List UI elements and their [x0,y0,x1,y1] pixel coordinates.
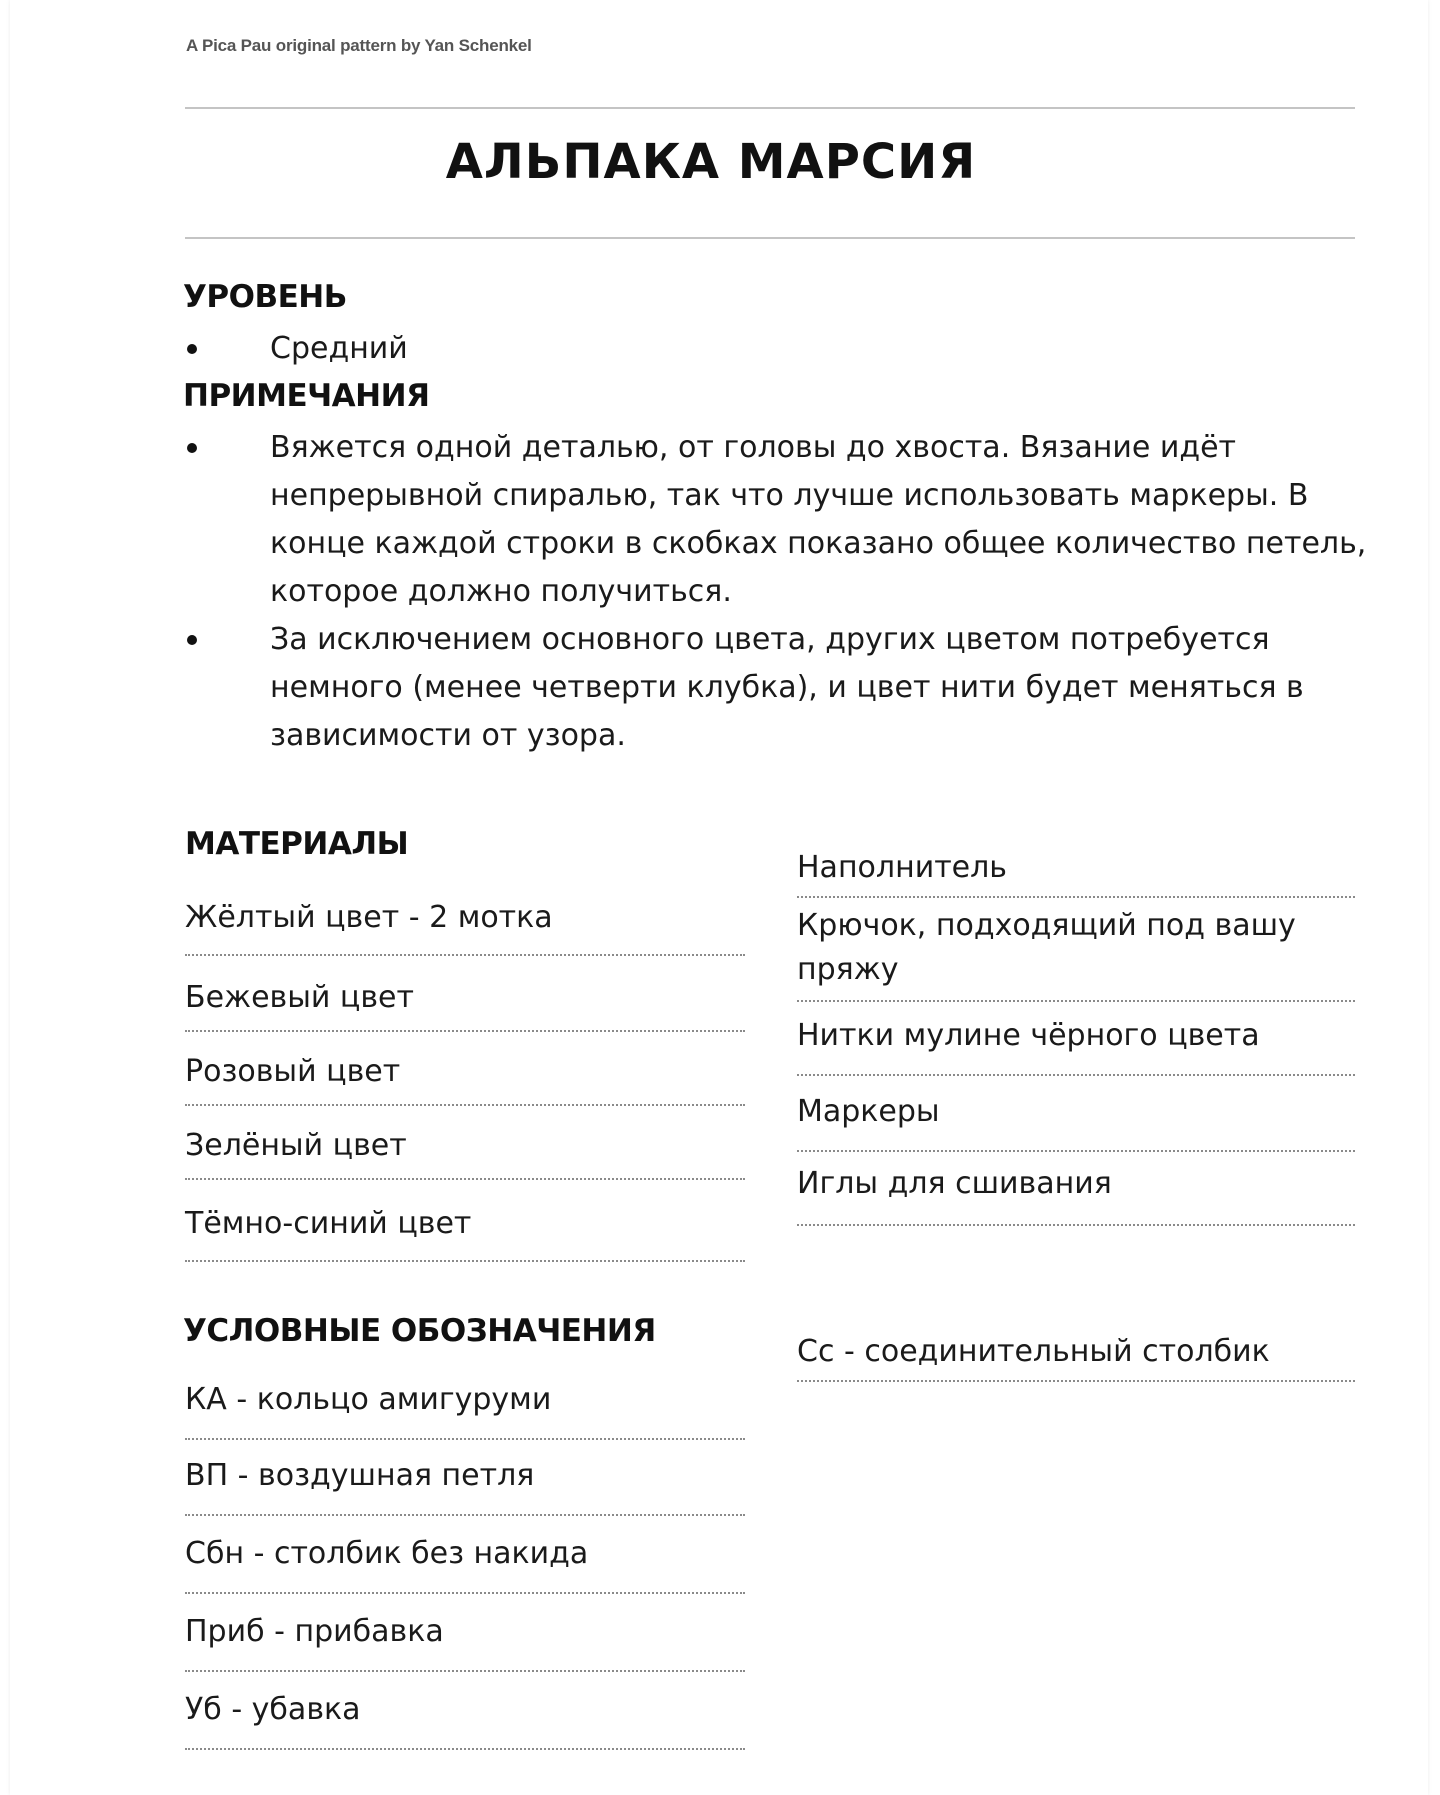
abbreviation-item: Сс - соединительный столбик [797,1330,1355,1382]
abbreviation-item: Сбн - столбик без накида [185,1532,745,1594]
material-item: Жёлтый цвет - 2 мотка [185,892,745,956]
bullet-icon [187,443,197,453]
material-item: Нитки мулине чёрного цвета [797,1014,1355,1076]
abbreviation-item: КА - кольцо амигуруми [185,1378,745,1440]
abbreviation-item: Уб - убавка [185,1688,745,1750]
notes-list [225,424,1390,760]
material-item: Тёмно-синий цвет [185,1198,745,1262]
notes-heading: ПРИМЕЧАНИЯ [183,378,430,414]
material-item: Иглы для сшивания [797,1162,1355,1226]
materials-heading: МАТЕРИАЛЫ [185,826,409,862]
document-page [10,0,1428,1795]
bullet-icon [187,635,197,645]
page-title: АЛЬПАКА МАРСИЯ [445,134,977,190]
material-item: Наполнитель [797,846,1355,898]
abbreviation-item: ВП - воздушная петля [185,1454,745,1516]
abbreviations-right-list [797,1330,1355,1382]
material-item: Крючок, подходящий под вашу пряжу [797,904,1355,1002]
abbreviations-heading: УСЛОВНЫЕ ОБОЗНАЧЕНИЯ [183,1313,656,1349]
material-item: Зелёный цвет [185,1120,745,1180]
list-item: Средний [225,325,1375,373]
title-divider [185,237,1355,239]
material-item: Бежевый цвет [185,972,745,1032]
materials-left-list [185,892,745,1262]
material-item: Маркеры [797,1090,1355,1152]
abbreviation-item: Приб - прибавка [185,1610,745,1672]
materials-right-list [797,846,1355,1226]
list-item: Вяжется одной деталью, от головы до хвоста. Вязание идёт непрерывной спиралью, так что лучше использовать маркеры. В конце каждой строки в скобках показано общее количество петель, которое должно получиться. [225,424,1390,616]
header-note: A Pica Pau original pattern by Yan Schenkel [186,36,532,55]
level-heading: УРОВЕНЬ [183,279,347,315]
abbreviations-left-list [185,1378,745,1750]
level-list [225,325,1375,373]
material-item: Розовый цвет [185,1046,745,1106]
list-item: За исключением основного цвета, других цветом потребуется немного (менее четверти клубка), и цвет нити будет меняться в зависимости от узора. [225,616,1390,760]
bullet-icon [187,344,197,354]
top-divider [185,107,1355,109]
